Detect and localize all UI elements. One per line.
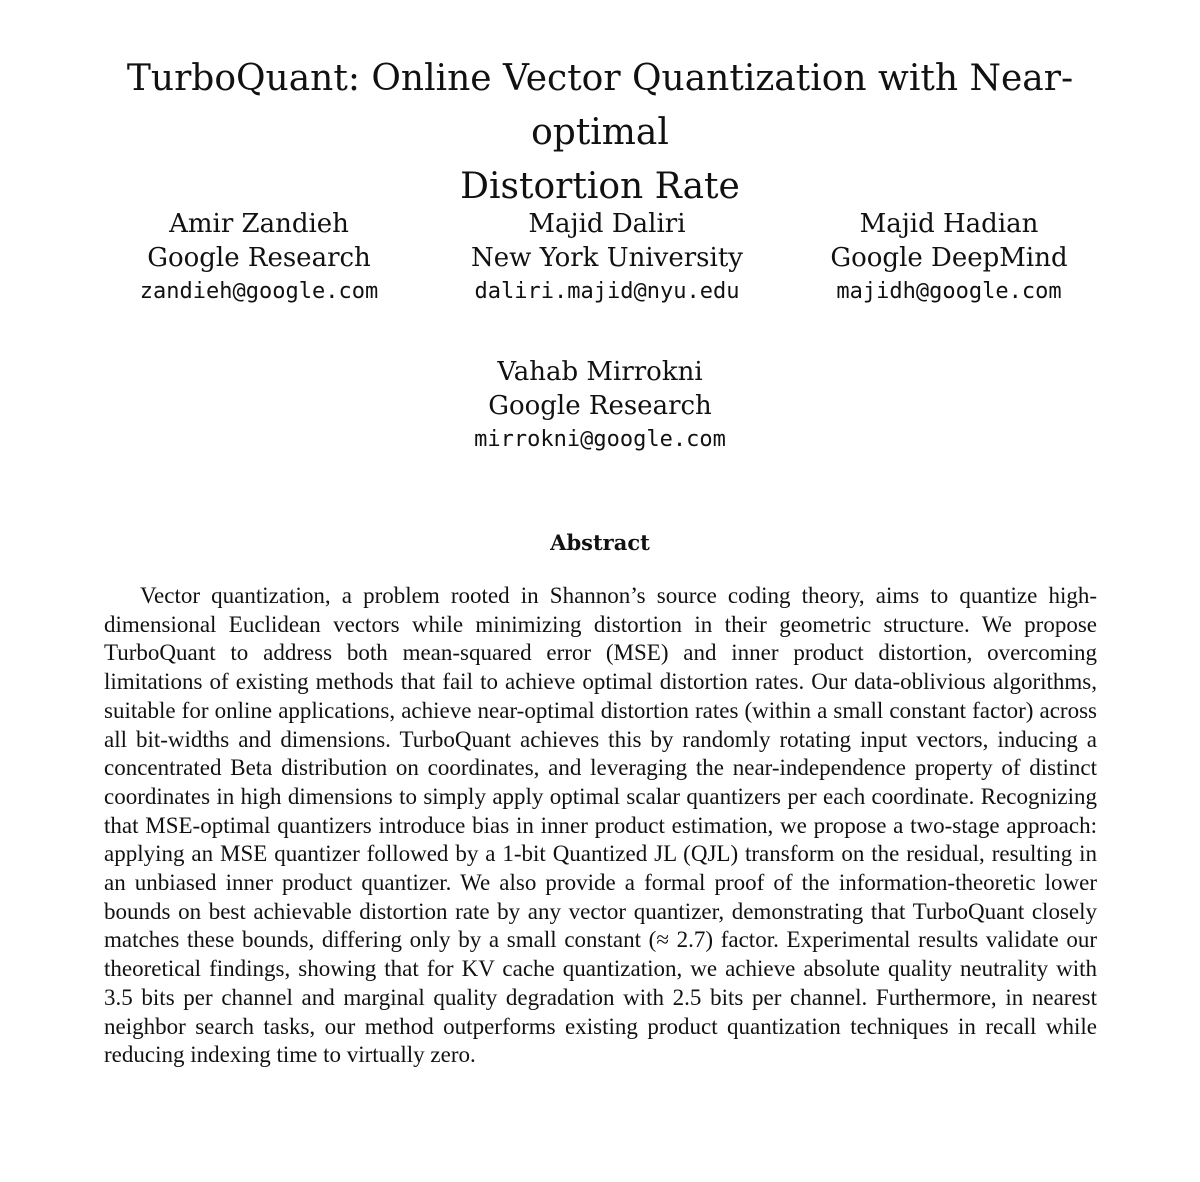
author-affiliation: Google Research: [147, 243, 371, 273]
author-email: zandieh@google.com: [139, 279, 379, 304]
author-name: Majid Hadian: [859, 209, 1039, 239]
author-email: mirrokni@google.com: [474, 427, 726, 452]
author-block: [79, 207, 439, 309]
author-email: majidh@google.com: [836, 279, 1062, 304]
author-affiliation: New York University: [471, 243, 743, 273]
paper-title: [60, 52, 1140, 214]
author-name: Amir Zandieh: [169, 209, 349, 239]
author-affiliation: Google DeepMind: [830, 243, 1068, 273]
author-email: daliri.majid@nyu.edu: [474, 279, 740, 304]
author-affiliation: Google Research: [488, 391, 712, 421]
author-name: Majid Daliri: [528, 209, 686, 239]
author-block: [420, 355, 780, 457]
abstract-body: Vector quantization, a problem rooted in Shannon’s source coding theory, aims to quantize high-dimensional Euclidean vectors while minimizing distortion in their geometric structure. We propose TurboQuant to address both mean-squared error (MSE) and inner product distortion, overcoming limitations of existing methods that fail to achieve optimal distortion rates. Our data-oblivious algorithms, suitable for online applications, achieve near-optimal distortion rates (within a small constant factor) across all bit-widths and dimensions. TurboQuant achieves this by randomly rotating input vectors, inducing a concentrated Beta distribution on coordinates, and leveraging the near-independence property of distinct coordinates in high dimensions to simply apply optimal scalar quantizers per each coordinate. Recognizing that MSE-optimal quantizers introduce bias in inner product estimation, we propose a two-stage approach: applying an MSE quantizer followed by a 1-bit Quantized JL (QJL) transform on the residual, resulting in an unbiased inner product quantizer. We also provide a formal proof of the information-theoretic lower bounds on best achievable distortion rate by any vector quantizer, demonstrating that TurboQuant closely matches these bounds, differing only by a small constant (≈ 2.7) factor. Experimental results validate our theoretical findings, showing that for KV cache quantization, we achieve absolute quality neutrality with 3.5 bits per channel and marginal quality degradation with 2.5 bits per channel. Furthermore, in nearest neighbor search tasks, our method outperforms existing product quantization techniques in recall while reducing indexing time to virtually zero.: [104, 583, 1097, 1068]
author-block: [427, 207, 787, 309]
paper-title-line-2: Distortion Rate: [460, 166, 740, 207]
author-block: [769, 207, 1129, 309]
author-name: Vahab Mirrokni: [497, 357, 703, 387]
abstract-heading: Abstract: [550, 530, 650, 555]
paper-title-line-1: TurboQuant: Online Vector Quantization with Near-optimal: [126, 58, 1074, 153]
